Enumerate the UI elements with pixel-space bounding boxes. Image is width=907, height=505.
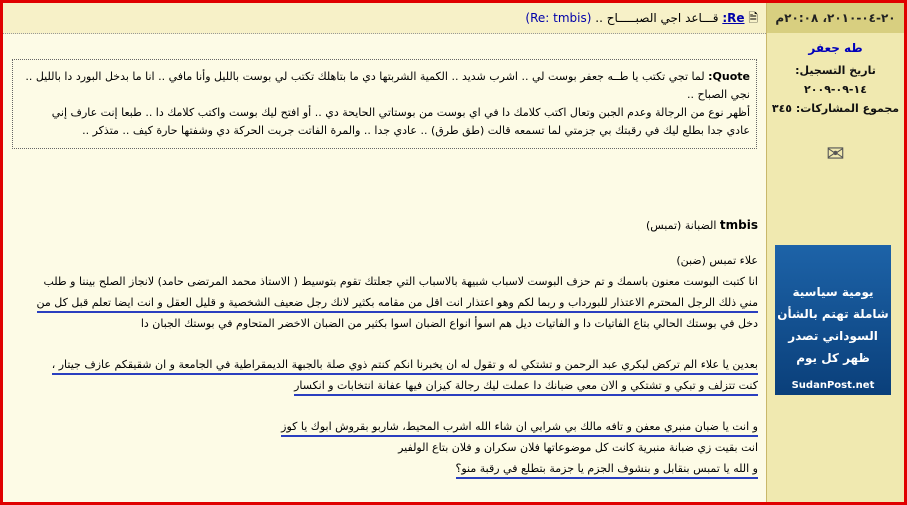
reply-prefix[interactable]: Re: <box>722 11 745 25</box>
body-line <box>11 416 758 437</box>
ad-site: SudanPost.net <box>791 380 875 391</box>
post-title-bar <box>3 3 766 34</box>
registration-date: تاريخ التسجيل: ١٤-٠٩-٢٠٠٩ <box>795 64 876 96</box>
quote-line: أظهر نوع من الرجالة وعدم الجبن وتعال اكتب كلامك دا في اي بوست من بوستاتي الحايحة دي .. أو افتح ليك بوست واكتب كلامك دا .. طبعا إنت عارف إني <box>51 106 750 119</box>
paragraph-gap <box>11 396 758 416</box>
body-line: انا كتبت البوست معنون باسمك و تم حزف البوست لاسباب شبيهة بالاسباب التي جعلتك تقوم بتوسيط ( الاستاذ محمد المرتضى حامد) لانجاز الصلح بيننا و طلب <box>43 275 758 288</box>
author-username[interactable]: طه جعفر <box>808 41 863 55</box>
ad-line: شاملة تهتم بالشأن <box>777 307 889 321</box>
document-icon: 🗎 <box>748 11 758 25</box>
post-title: قـــاعد اجي الصبـــــاح .. <box>595 11 719 25</box>
post-body <box>3 215 766 479</box>
ad-line: يومية سياسية <box>792 285 874 299</box>
post-content <box>3 3 766 502</box>
highlighted-text: كنت تتزلف و تبكي و تشتكي و الان معي ضبانك دا عملت ليك رجالة كيزان فيها عفانة انتخابات و انكسار <box>294 377 758 396</box>
post-date: ٢٠-٠٤-٢٠١٠، ٢٠:٠٨م <box>767 3 904 33</box>
post-count: مجموع المشاركات: ٣٤٥ <box>771 102 900 115</box>
paragraph-gap <box>11 334 758 354</box>
body-line: انت بقيت زي ضبانة منبرية كانت كل موضوعاتها فلان سكران و فلان بتاع الولفير <box>398 441 758 454</box>
highlighted-text: و الله يا تمبس بنقابل و بنشوف الجزم يا جزمة بتطلع في رقبة منو؟ <box>456 460 758 479</box>
author-sidebar <box>767 3 904 502</box>
post-subject: (Re: tmbis) <box>525 11 592 25</box>
ad-line: السوداني تصدر <box>788 329 878 343</box>
ad-line: ظهر كل يوم <box>796 351 870 365</box>
quote-text: لما تجي تكتب يا طــه جعفر بوست لي .. اشرب شديد .. الكمية الشربتها دي ما بتاهلك تكتب لي بوست بالليل وأنا مافي .. انا ما بدخل البورد دا بالليل .. <box>25 70 705 83</box>
highlighted-text: و انت يا ضبان منبري معفن و تافه مالك بي شرابي ان شاء الله اشرب المحيط، شاربو بقروش ابوك يا كوز <box>281 418 758 437</box>
quote-label: Quote: <box>708 70 750 83</box>
greeting: علاء تمبس (ضبن) <box>676 254 758 267</box>
sig-sub: الضبانة (تمبس) <box>645 219 717 232</box>
highlighted-text: مني ذلك الرجل المحترم الاعتذار للبورداب و ربما لكم وهو اعتذار انت اقل من مقامه بكثير لانك رجل ضعيف الشخصية و قليل العقل و انت ايضا تعلم قبل كل من <box>37 294 759 313</box>
quote-line <box>19 68 750 86</box>
sudanpost-ad-banner[interactable] <box>775 245 891 395</box>
body-line <box>11 354 758 375</box>
body-line <box>11 292 758 313</box>
author-meta <box>767 61 904 118</box>
quote-block <box>12 59 757 149</box>
sig-name: tmbis <box>719 218 758 232</box>
column-divider <box>766 3 767 502</box>
highlighted-text: بعدين يا علاء الم تركض لبكري عبد الرحمن و تشتكي له و تقول له ان يخبرنا انكم كنتم ذوي صلة بالجبهة الديمقراطية في الجامعة و ان شقيقكم عازف جيتار ، <box>52 356 758 375</box>
envelope-icon[interactable]: ✉ <box>826 142 845 167</box>
quote-line: عادي جدا بطلع ليك في رقبتك بي جزمتي لما تسمعه قالت (طق طرق) .. عادي جدا .. والمرة الفاتت جربت الحركة دي وشفتها حارة كيف .. متذكر .. <box>82 124 750 137</box>
quoted-signature <box>11 215 758 236</box>
quote-line: نجي الصباح .. <box>686 88 750 101</box>
body-line <box>11 375 758 396</box>
body-line: دخل في بوستك الحالي بتاع الفاتيات دا و الفاتيات ديل هم اسوأ انواع الضبان اسوا بكثير من الضبان الاخضر المتحاوم في بوستك الجبان دا <box>140 317 758 330</box>
body-line <box>11 458 758 479</box>
